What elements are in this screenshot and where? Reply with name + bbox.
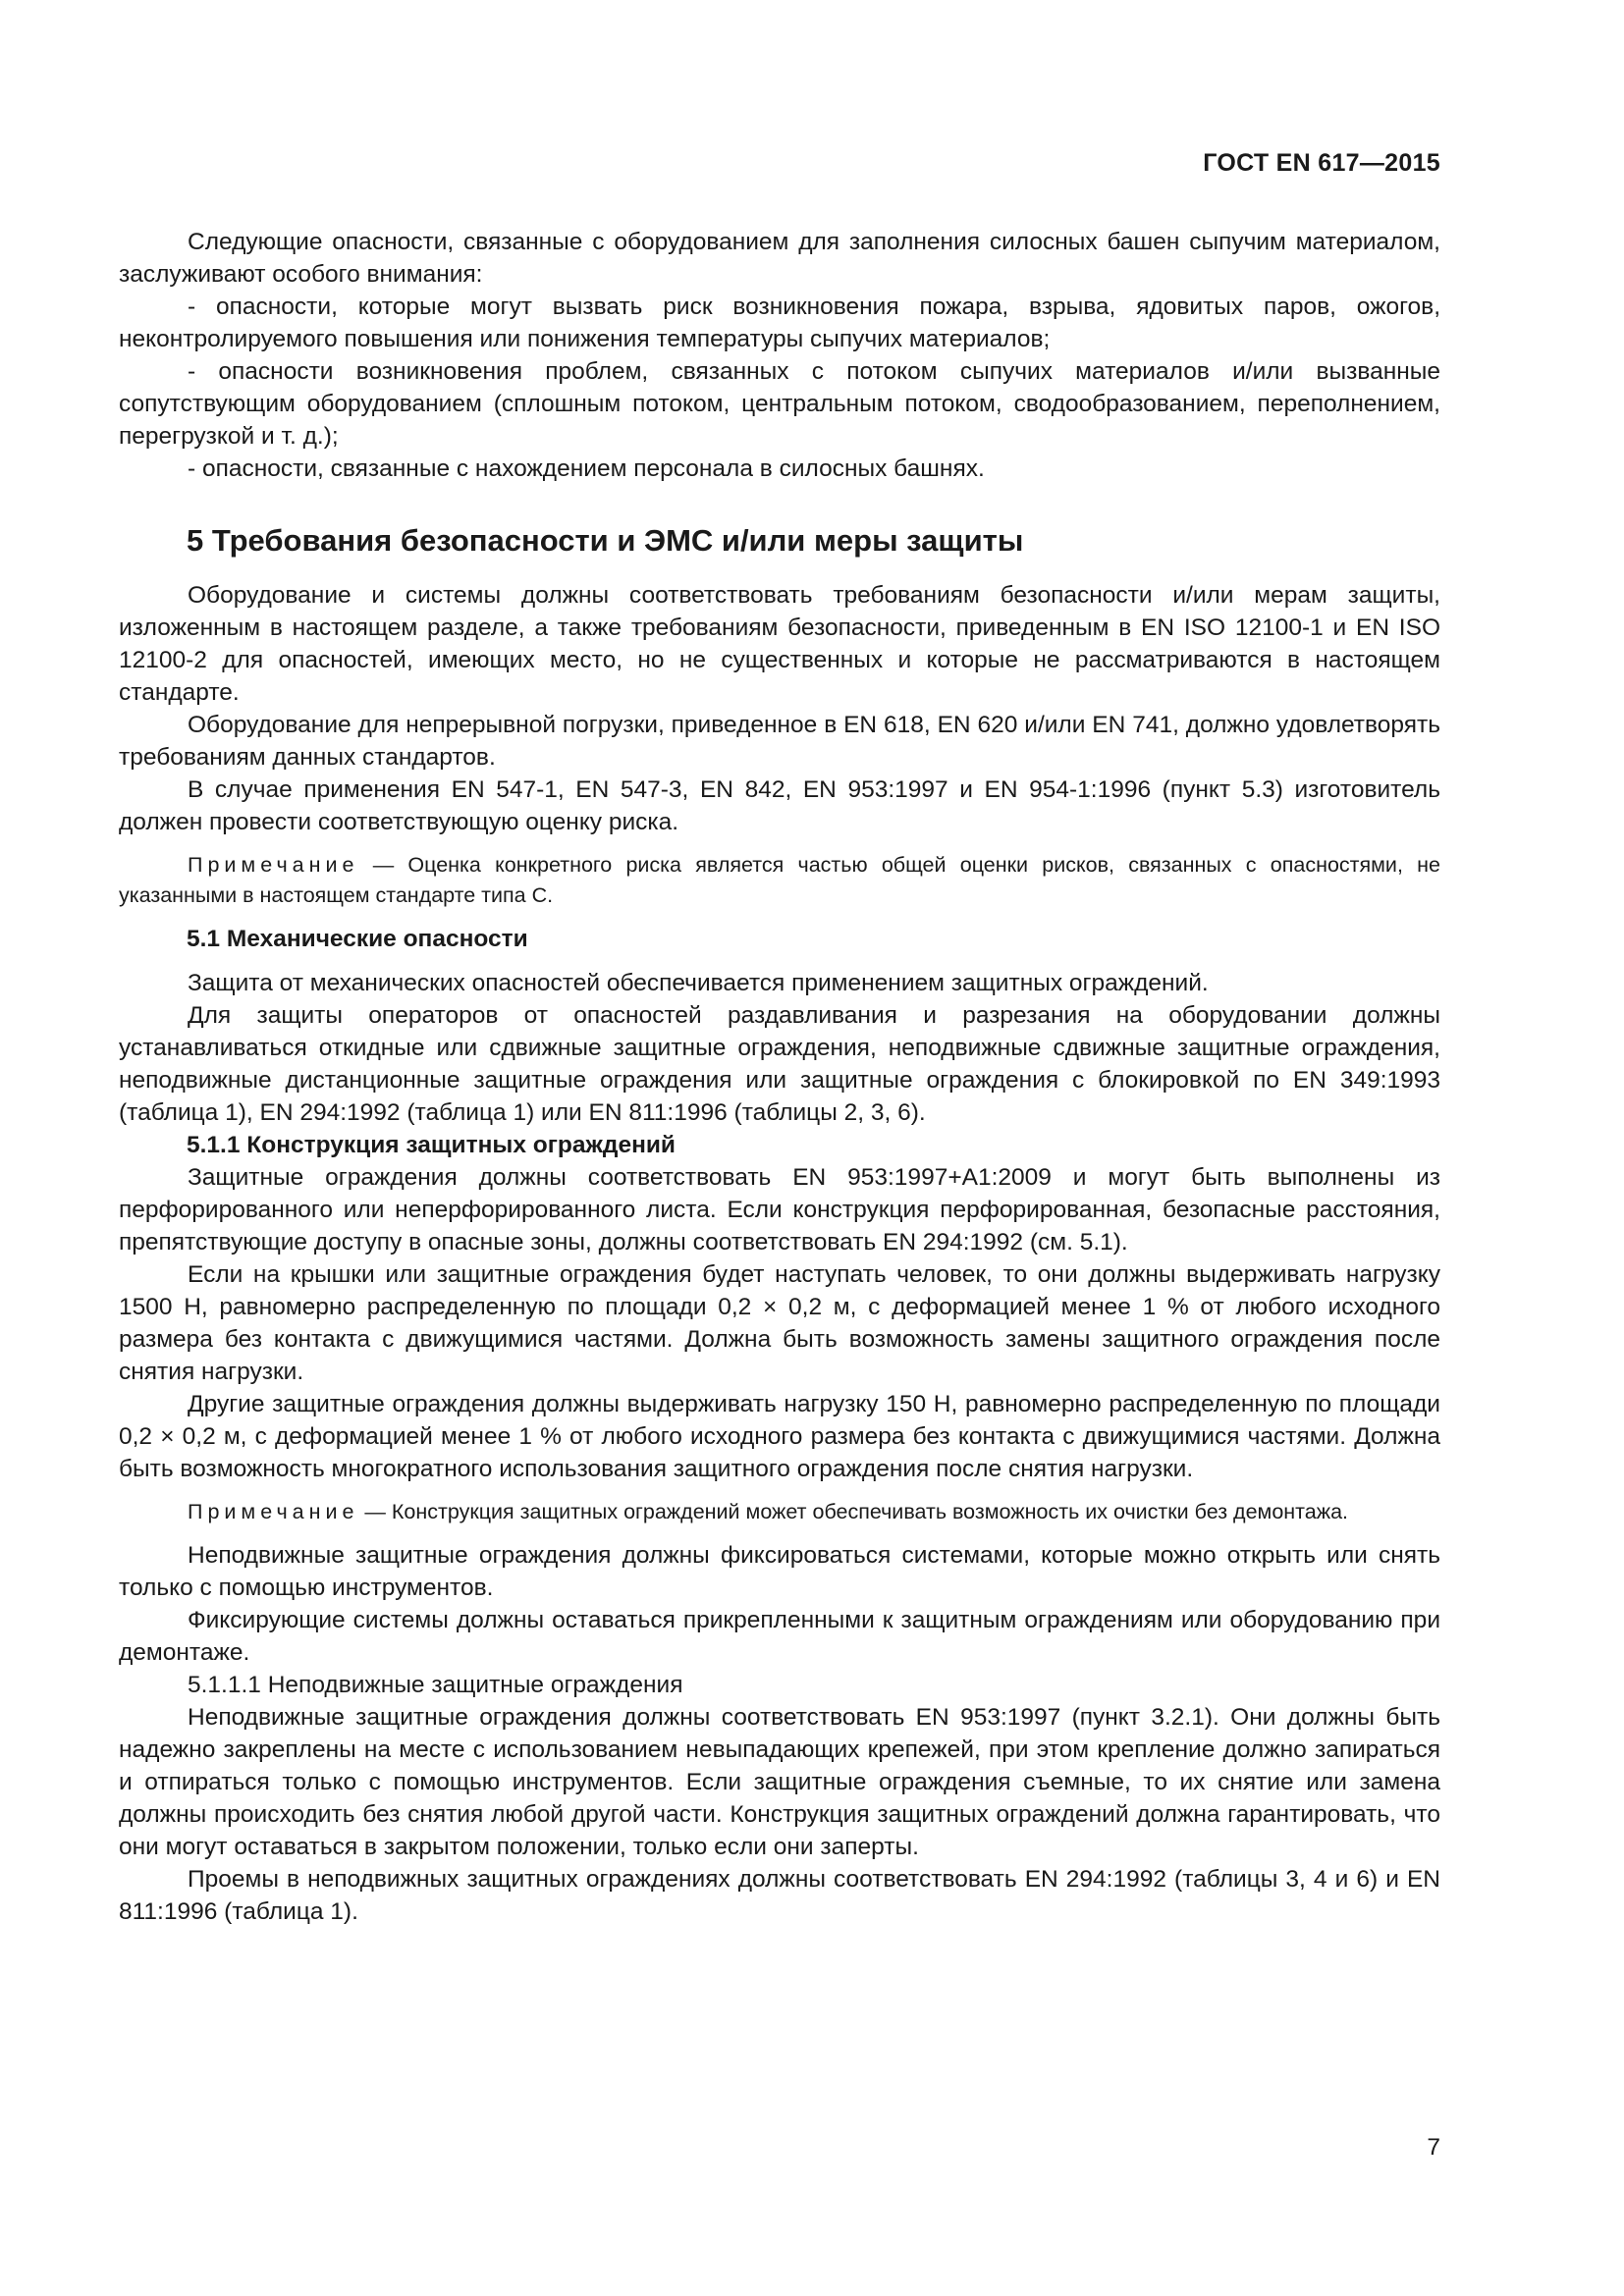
section-5-1-paragraph-1: Защита от механических опасностей обеспечивается применением защитных ограждений. [188, 970, 1209, 996]
section-5-1-1-heading: 5.1.1 Конструкция защитных ограждений [187, 1132, 676, 1158]
page-content [119, 226, 1440, 1928]
section-5-1-paragraph-2: Для защиты операторов от опасностей раздавливания и разрезания на оборудовании должны устанавливаться откидные или сдвижные защитные ограждения, неподвижные сдвижные защитные ограждения, неподвижные дистанционные защитные ограждения или защитные ограждения с блокировкой по EN 349:1993 (таблица 1), EN 294:1992 (таблица 1) или EN 811:1996 (таблицы 2, 3, 6). [119, 1002, 1440, 1126]
section-5-note [119, 850, 1440, 911]
section-5-1-1-1-heading: 5.1.1.1 Неподвижные защитные ограждения [188, 1672, 683, 1698]
section-5-paragraph-3: В случае применения EN 547-1, EN 547-3, EN 842, EN 953:1997 и EN 954-1:1996 (пункт 5.3) изготовитель должен провести соответствующую оценку риска. [119, 776, 1440, 835]
section-5-paragraph-1: Оборудование и системы должны соответствовать требованиям безопасности и/или мерам защиты, изложенным в настоящем разделе, а также требованиям безопасности, приведенным в EN ISO 12100-1 и EN ISO 12100-2 для опасностей, имеющих место, но не существенных и которые не рассматриваются в настоящем стандарте. [119, 582, 1440, 706]
section-5-1-1-paragraph-3: Другие защитные ограждения должны выдерживать нагрузку 150 Н, равномерно распределенную по площади 0,2 × 0,2 м, с деформацией менее 1 % от любого исходного размера без контакта с движущимися частями. Должна быть возможность многократного использования защитного ограждения после снятия нагрузки. [119, 1391, 1440, 1482]
hazard-item-2: - опасности возникновения проблем, связанных с потоком сыпучих материалов и/или вызванные сопутствующим оборудованием (сплошным потоком, центральным потоком, сводообразованием, переполнением, перегрузкой и т. д.); [119, 358, 1440, 450]
section-5-heading: 5 Требования безопасности и ЭМС и/или меры защиты [187, 523, 1024, 558]
section-5-1-1-paragraph-5: Фиксирующие системы должны оставаться прикрепленными к защитным ограждениям или оборудованию при демонтаже. [119, 1607, 1440, 1666]
section-5-1-1-note [119, 1497, 1440, 1527]
section-5-1-1-paragraph-1: Защитные ограждения должны соответствовать EN 953:1997+A1:2009 и могут быть выполнены из перфорированного или неперфорированного листа. Если конструкция перфорированная, безопасные расстояния, препятствующие доступу в опасные зоны, должны соответствовать EN 294:1992 (см. 5.1). [119, 1164, 1440, 1255]
intro-paragraph: Следующие опасности, связанные с оборудованием для заполнения силосных башен сыпучим материалом, заслуживают особого внимания: [119, 229, 1440, 288]
note-label: Примечание [188, 853, 359, 877]
section-5-1-heading: 5.1 Механические опасности [187, 926, 528, 952]
page-number: 7 [1427, 2134, 1440, 2161]
section-5-paragraph-2: Оборудование для непрерывной погрузки, приведенное в EN 618, EN 620 и/или EN 741, должно удовлетворять требованиям данных стандартов. [119, 712, 1440, 771]
hazard-item-3: - опасности, связанные с нахождением персонала в силосных башнях. [188, 455, 985, 482]
section-5-1-1-1-paragraph-1: Неподвижные защитные ограждения должны соответствовать EN 953:1997 (пункт 3.2.1). Они должны быть надежно закреплены на месте с использованием невыпадающих крепежей, при этом крепление должно запираться и отпираться только с помощью инструментов. Если защитные ограждения съемные, то их снятие или замена должны происходить без снятия любой другой части. Конструкция защитных ограждений должна гарантировать, что они могут оставаться в закрытом положении, только если они заперты. [119, 1704, 1440, 1860]
section-5-1-1-paragraph-4: Неподвижные защитные ограждения должны фиксироваться системами, которые можно открыть или снять только с помощью инструментов. [119, 1542, 1440, 1601]
note-text: — Оценка конкретного риска является частью общей оценки рисков, связанных с опасностями, не указанными в настоящем стандарте типа С. [119, 853, 1440, 907]
document-code: ГОСТ EN 617—2015 [1203, 149, 1440, 177]
section-5-1-1-1-paragraph-2: Проемы в неподвижных защитных ограждениях должны соответствовать EN 294:1992 (таблицы 3, 4 и 6) и EN 811:1996 (таблица 1). [119, 1866, 1440, 1925]
note-text: — Конструкция защитных ограждений может обеспечивать возможность их очистки без демонтажа. [358, 1500, 1349, 1523]
note-label: Примечание [188, 1500, 359, 1523]
hazard-item-1: - опасности, которые могут вызвать риск возникновения пожара, взрыва, ядовитых паров, ожогов, неконтролируемого повышения или понижения температуры сыпучих материалов; [119, 294, 1440, 352]
section-5-1-1-paragraph-2: Если на крышки или защитные ограждения будет наступать человек, то они должны выдерживать нагрузку 1500 Н, равномерно распределенную по площади 0,2 × 0,2 м, с деформацией менее 1 % от любого исходного размера без контакта с движущимися частями. Должна быть возможность замены защитного ограждения после снятия нагрузки. [119, 1261, 1440, 1385]
